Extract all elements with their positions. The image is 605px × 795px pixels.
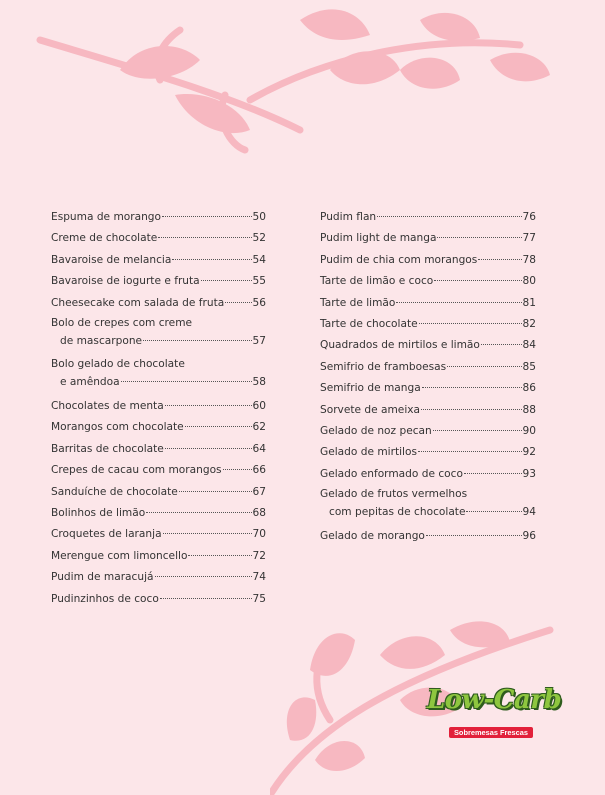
- toc-entry-title: Semifrio de framboesas: [320, 360, 447, 373]
- toc-dot-leader: [158, 237, 251, 238]
- toc-entry: [51, 460, 266, 481]
- toc-entry-title: Bolo gelado de chocolate: [51, 358, 185, 371]
- low-carb-logo: [425, 685, 570, 745]
- toc-entry: [51, 271, 266, 292]
- toc-entry-title: Creme de chocolate: [51, 232, 158, 245]
- toc-entry: [51, 207, 266, 228]
- toc-entry-title: Pudim flan: [320, 211, 377, 223]
- toc-dot-leader: [163, 533, 252, 534]
- toc-entry-page: 76: [522, 211, 536, 223]
- toc-entry-page: 77: [522, 232, 536, 245]
- toc-entry-title: Bavaroise de iogurte e fruta: [51, 275, 200, 288]
- toc-entry-page: 62: [252, 421, 266, 434]
- toc-entry-page: 67: [252, 485, 266, 498]
- toc-entry: [320, 335, 536, 356]
- toc-dot-leader: [464, 473, 522, 474]
- toc-entry: [320, 526, 536, 547]
- toc-dot-leader: [437, 237, 521, 238]
- toc-entry-page: 74: [252, 571, 266, 584]
- toc-entry: [320, 378, 536, 399]
- toc-entry-page: 66: [252, 464, 266, 477]
- toc-entry: [320, 464, 536, 485]
- toc-entry-page: 90: [522, 425, 536, 438]
- toc-entry-title: Gelado de noz pecan: [320, 425, 432, 438]
- toc-dot-leader: [185, 426, 252, 427]
- toc-entry-title: Gelado de mirtilos: [320, 446, 418, 459]
- toc-entry: [51, 439, 266, 460]
- logo-subtitle-badge: Sobremesas Frescas: [449, 727, 533, 738]
- toc-entry-title: Tarte de limão: [320, 296, 396, 309]
- toc-entry: [51, 524, 266, 545]
- toc-entry-title: Barritas de chocolate: [51, 442, 164, 455]
- toc-entry-title: Pudim de maracujá: [51, 571, 154, 584]
- toc-entry-page: 82: [522, 318, 536, 331]
- toc-entry: [320, 400, 536, 421]
- toc-entry: [51, 314, 266, 350]
- toc-dot-leader: [422, 387, 522, 388]
- toc-entry-page: 55: [252, 275, 266, 288]
- toc-dot-leader: [172, 259, 251, 260]
- toc-entry: [320, 271, 536, 292]
- toc-dot-leader: [481, 344, 522, 345]
- toc-entry: [51, 567, 266, 588]
- toc-entry-page: 70: [252, 528, 266, 541]
- toc-left-column: [51, 207, 266, 610]
- toc-entry-page: 56: [252, 296, 266, 309]
- toc-entry-title: Gelado de frutos vermelhos: [320, 488, 468, 501]
- toc-entry: [51, 482, 266, 503]
- logo-title: Low-Carb: [427, 685, 562, 715]
- toc-entry-page: 92: [522, 446, 536, 459]
- toc-dot-leader: [377, 216, 521, 217]
- toc-entry-page: 52: [252, 232, 266, 245]
- toc-entry-title: e amêndoa: [60, 376, 120, 389]
- toc-entry: [51, 228, 266, 249]
- toc-dot-leader: [165, 405, 252, 406]
- toc-entry: [51, 293, 266, 314]
- toc-dot-leader: [160, 598, 252, 599]
- toc-entry: [320, 314, 536, 335]
- toc-entry: [320, 421, 536, 442]
- toc-entry: [51, 417, 266, 438]
- toc-entry-page: 96: [522, 530, 536, 543]
- toc-entry-page: 68: [252, 507, 266, 520]
- toc-dot-leader: [396, 302, 521, 303]
- toc-entry-page: 58: [252, 376, 266, 389]
- toc-dot-leader: [225, 302, 251, 303]
- toc-entry: [51, 250, 266, 271]
- toc-dot-leader: [165, 448, 252, 449]
- toc-entry-page: 94: [522, 506, 536, 519]
- toc-entry-title: Semifrio de manga: [320, 382, 421, 395]
- toc-entry: [51, 546, 266, 567]
- toc-entry-page: 81: [522, 296, 536, 309]
- toc-entry: [51, 589, 266, 610]
- toc-entry-title: Tarte de chocolate: [320, 318, 418, 331]
- toc-entry-title: Espuma de morango: [51, 211, 162, 223]
- toc-entry-title: Crepes de cacau com morangos: [51, 464, 222, 477]
- toc-entry-page: 93: [522, 467, 536, 480]
- toc-entry-title: Croquetes de laranja: [51, 528, 162, 541]
- toc-entry-title: Pudim light de manga: [320, 232, 437, 245]
- toc-dot-leader: [143, 340, 251, 341]
- toc-entry-title: Tarte de limão e coco: [320, 275, 434, 288]
- toc-dot-leader: [433, 430, 522, 431]
- toc-entry-title: Merengue com limoncello: [51, 549, 188, 562]
- toc-entry-page: 64: [252, 442, 266, 455]
- toc-entry-page: 75: [252, 592, 266, 605]
- toc-entry-page: 86: [522, 382, 536, 395]
- toc-entry-title: Quadrados de mirtilos e limão: [320, 339, 480, 352]
- toc-entry-title: Chocolates de menta: [51, 400, 164, 413]
- toc-entry-page: 84: [522, 339, 536, 352]
- toc-entry-page: 50: [252, 211, 266, 223]
- toc-entry-page: 60: [252, 400, 266, 413]
- toc-entry-title: Cheesecake com salada de fruta: [51, 296, 225, 309]
- toc-entry-title: Sanduíche de chocolate: [51, 485, 178, 498]
- toc-right-column: [320, 207, 536, 548]
- toc-entry-page: 78: [522, 253, 536, 266]
- toc-dot-leader: [201, 280, 252, 281]
- toc-entry-title: Bolinhos de limão: [51, 507, 146, 520]
- toc-dot-leader: [478, 259, 521, 260]
- toc-entry: [320, 293, 536, 314]
- toc-dot-leader: [419, 323, 522, 324]
- toc-entry: [51, 355, 266, 391]
- toc-entry-title: de mascarpone: [60, 335, 143, 348]
- toc-entry-page: 85: [522, 360, 536, 373]
- toc-entry-title: Sorvete de ameixa: [320, 403, 421, 416]
- toc-entry: [320, 357, 536, 378]
- toc-entry-title: Pudinzinhos de coco: [51, 592, 159, 605]
- toc-dot-leader: [434, 280, 521, 281]
- toc-entry-page: 54: [252, 253, 266, 266]
- toc-dot-leader: [162, 216, 252, 217]
- toc-dot-leader: [179, 491, 252, 492]
- toc-entry: [320, 250, 536, 271]
- toc-entry-title: Bavaroise de melancia: [51, 253, 172, 266]
- toc-entry: [320, 442, 536, 463]
- toc-entry-title: com pepitas de chocolate: [329, 506, 466, 519]
- toc-dot-leader: [466, 511, 521, 512]
- toc-entry-title: Bolo de crepes com creme: [51, 317, 193, 330]
- toc-dot-leader: [188, 555, 251, 556]
- toc-dot-leader: [418, 451, 522, 452]
- toc-entry: [320, 207, 536, 228]
- toc-entry-title: Pudim de chia com morangos: [320, 253, 478, 266]
- toc-entry: [51, 396, 266, 417]
- toc-dot-leader: [121, 381, 252, 382]
- toc-entry: [320, 228, 536, 249]
- toc-entry-page: 57: [252, 335, 266, 348]
- toc-entry: [320, 485, 536, 521]
- toc-dot-leader: [421, 409, 521, 410]
- toc-dot-leader: [223, 469, 252, 470]
- toc-dot-leader: [447, 366, 521, 367]
- toc-dot-leader: [146, 512, 251, 513]
- toc-entry-title: Gelado de morango: [320, 530, 425, 543]
- toc-dot-leader: [155, 576, 252, 577]
- toc-entry-page: 88: [522, 403, 536, 416]
- toc-entry-title: Morangos com chocolate: [51, 421, 184, 434]
- toc-entry: [51, 503, 266, 524]
- toc-entry-title: Gelado enformado de coco: [320, 467, 463, 480]
- toc-dot-leader: [426, 535, 522, 536]
- leaf-branch-top-decoration: [0, 0, 605, 180]
- toc-entry-page: 72: [252, 549, 266, 562]
- toc-entry-page: 80: [522, 275, 536, 288]
